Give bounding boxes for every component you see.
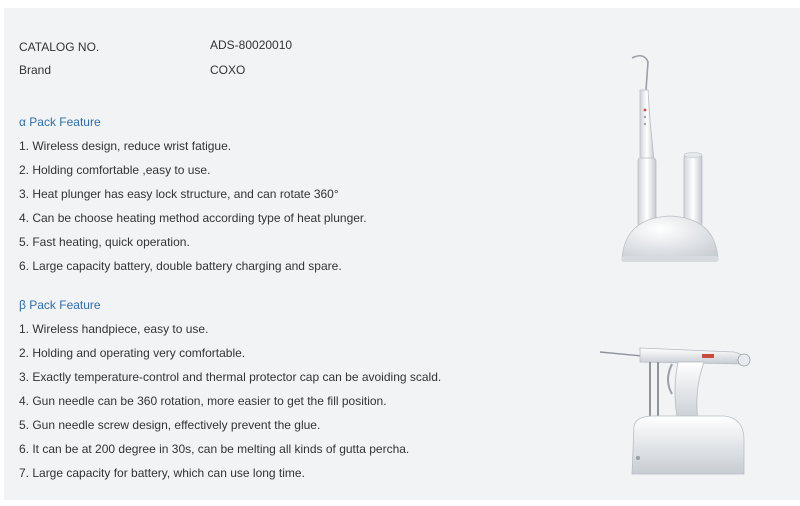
- brand-value: COXO: [210, 63, 246, 77]
- beta-feature-item: 7. Large capacity for battery, which can use long time.: [19, 466, 305, 480]
- alpha-feature-item: 2. Holding comfortable ,easy to use.: [19, 163, 211, 177]
- product-info-panel: [4, 8, 800, 500]
- brand-label: Brand: [19, 63, 52, 77]
- catalog-label: CATALOG NO.: [19, 40, 100, 54]
- beta-feature-item: 2. Holding and operating very comfortable.: [19, 346, 246, 360]
- beta-feature-item: 4. Gun needle can be 360 rotation, more easier to get the fill position.: [19, 394, 387, 408]
- beta-pack-title: β Pack Feature: [19, 298, 101, 312]
- beta-feature-item: 1. Wireless handpiece, easy to use.: [19, 322, 209, 336]
- alpha-feature-item: 5. Fast heating, quick operation.: [19, 235, 190, 249]
- beta-feature-item: 6. It can be at 200 degree in 30s, can be melting all kinds of gutta percha.: [19, 442, 410, 456]
- alpha-feature-item: 6. Large capacity battery, double battery charging and spare.: [19, 259, 342, 273]
- beta-feature-list: [19, 321, 441, 489]
- alpha-feature-item: 4. Can be choose heating method according type of heat plunger.: [19, 211, 367, 225]
- alpha-pack-product-image: [604, 50, 734, 266]
- alpha-feature-list: [19, 138, 367, 282]
- alpha-feature-item: 1. Wireless design, reduce wrist fatigue.: [19, 139, 232, 153]
- alpha-pack-title: α Pack Feature: [19, 115, 101, 129]
- beta-feature-item: 5. Gun needle screw design, effectively prevent the glue.: [19, 418, 321, 432]
- catalog-value: ADS-80020010: [210, 38, 293, 52]
- beta-pack-product-image: [594, 330, 764, 480]
- beta-feature-item: 3. Exactly temperature-control and thermal protector cap can be avoiding scald.: [19, 370, 442, 384]
- alpha-feature-item: 3. Heat plunger has easy lock structure, and can rotate 360°: [19, 187, 339, 201]
